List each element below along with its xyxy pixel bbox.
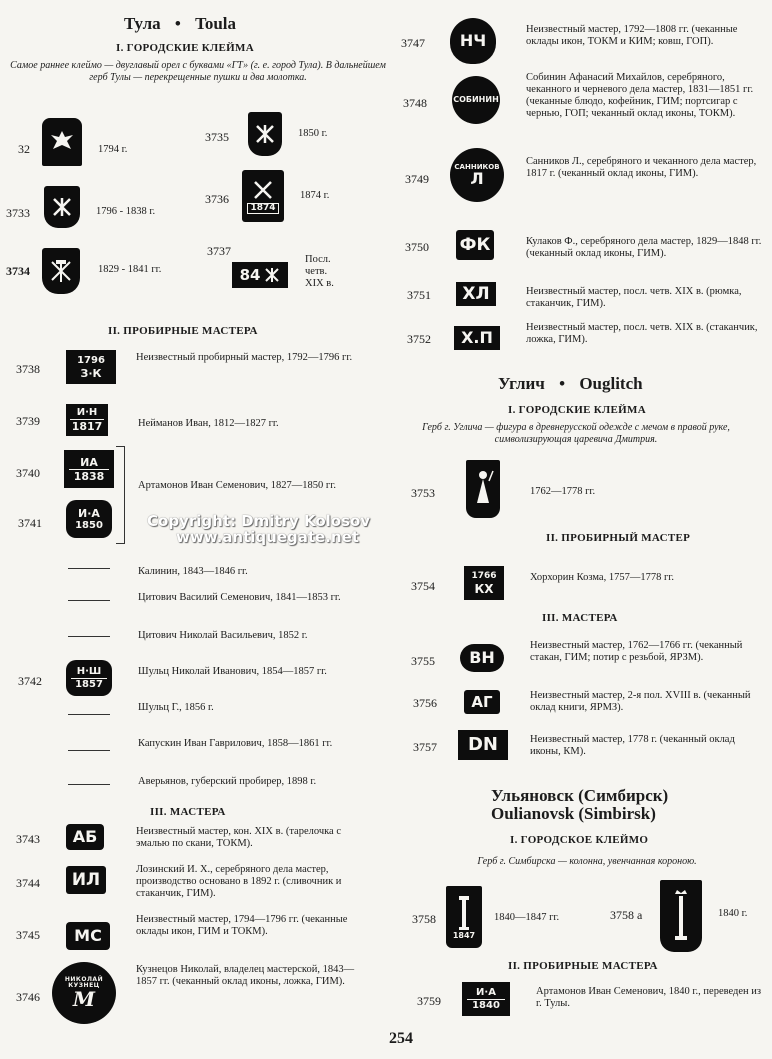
no-mark-dash [68, 600, 110, 601]
master-stamp [458, 730, 508, 760]
section-intro: Самое раннее клеймо — двуглавый орел с буквами «ГТ» (г. е. город Тула). В дальнейшем герб Тулы — перекрещенные пушки и два молотка. [10, 60, 386, 83]
stamp-line: Н·Ш [76, 665, 102, 677]
mark-description: Неизвестный мастер, посл. четв. XIX в. (рюмка, стаканчик, ГИМ). [526, 286, 742, 309]
section-city-marks: I. ГОРОДСКИЕ КЛЕЙМА [508, 404, 646, 416]
cannon-mark-icon [44, 186, 80, 228]
mark-number: 3756 [413, 696, 437, 710]
mark-description: Цитович Василий Семенович, 1841—1853 гг. [138, 592, 341, 603]
mark-number: 3750 [405, 240, 429, 254]
stamp-text: МС [74, 926, 102, 945]
mark-description: Артамонов Иван Семенович, 1840 г., переведен из г. Тулы. [536, 986, 762, 1009]
section-assay-masters: II. ПРОБИРНЫЕ МАСТЕРА [108, 325, 258, 337]
mark-number: 3754 [411, 579, 435, 593]
mark-description: Неизвестный мастер, 1778 г. (чеканный оклад иконы, КМ). [530, 734, 735, 757]
mark-description: Собинин Афанасий Михайлов, серебряного, чеканного и черневого дела мастер, 1831—1851 гг. (чеканные блюдо, кофейник, ГИМ; портсигар с чернью, ГОП; чеканный оклад иконы, ТОКМ). [526, 72, 754, 119]
mark-number: 3741 [18, 516, 42, 530]
cannon-mark-icon [248, 112, 282, 156]
copyright-url-watermark: www.antiquegate.net [176, 528, 359, 546]
mark-description: Лозинский И. Х., серебряного дела мастер, производство основано в 1892 г. (сливочник и стаканчик, ГИМ). [136, 864, 342, 899]
mark-year: 1796 - 1838 г. [96, 206, 156, 217]
section-city-mark: I. ГОРОДСКОЕ КЛЕЙМО [510, 834, 649, 846]
mark-year: 1850 г. [298, 128, 328, 139]
mark-number: 3747 [401, 36, 425, 50]
title-separator: • [559, 374, 566, 393]
section-masters: III. МАСТЕРА [150, 806, 226, 818]
mark-description: Нейманов Иван, 1812—1827 гг. [138, 418, 279, 429]
mark-description: Шульц Г., 1856 г. [138, 702, 214, 713]
mark-year: 1829 - 1841 гг. [98, 264, 162, 275]
stamp-line: 1796 [77, 354, 105, 366]
stamp-text: НИКОЛАЙ КУЗНЕЦ [64, 976, 104, 989]
crossed-cannons-mark-icon [42, 248, 80, 294]
stamp-line: 1838 [73, 469, 105, 483]
round-master-stamp [450, 148, 504, 202]
mark-number: 3744 [16, 876, 40, 890]
mark-description: Неизвестный мастер, 1762—1766 гг. (чеканный стакан, ГИМ; потир с резьбой, ЯРЗМ). [530, 640, 743, 663]
stamp-text: ФК [459, 234, 491, 255]
mark-number: 3748 [403, 96, 427, 110]
stamp-text: 84 [239, 265, 261, 284]
column-mark-icon [446, 886, 482, 948]
mark-description: Неизвестный мастер, 1792—1808 гг. (чеканные оклады икон, ТОКМ и КИМ; ковш, ГОП). [526, 24, 738, 47]
mark-number: 3749 [405, 172, 429, 186]
stamp-text: DN [467, 734, 498, 755]
group-bracket [116, 446, 125, 544]
title-separator: • [174, 14, 181, 33]
city-title-tula [124, 14, 236, 34]
title-ru: Тула [124, 14, 161, 33]
mark-number: 3735 [205, 130, 229, 144]
no-mark-dash [68, 636, 110, 637]
mark-number: 3751 [407, 288, 431, 302]
page-number: 254 [389, 1030, 413, 1047]
mark-description: Цитович Николай Васильевич, 1852 г. [138, 630, 308, 641]
oval-master-stamp [460, 644, 504, 672]
master-stamp [464, 690, 500, 714]
mark-number: 3758 а [610, 908, 643, 922]
mark-description: Артамонов Иван Семенович, 1827—1850 гг. [138, 480, 336, 491]
mark-number: 3740 [16, 466, 40, 480]
mark-year: 1762—1778 гг. [530, 486, 596, 497]
numeral-mark-icon [232, 262, 288, 288]
mark-description: Неизвестный пробирный мастер, 1792—1796 гг. [136, 352, 353, 363]
mark-description: Кулаков Ф., серебряного дела мастер, 1829—1848 гг. (чеканный оклад иконы, ГИМ). [526, 236, 762, 259]
stamp-monogram: М [72, 987, 96, 1011]
arms-mark-icon [242, 170, 284, 222]
column-mark-icon [660, 880, 702, 952]
master-stamp [66, 824, 104, 850]
no-mark-dash [68, 784, 110, 785]
mark-number: 3733 [6, 206, 30, 220]
section-masters: III. МАСТЕРА [542, 612, 618, 624]
mark-number: 3736 [205, 192, 229, 206]
mark-description: Неизвестный мастер, 1794—1796 гг. (чеканные оклады икон, ГИМ и ТОКМ). [136, 914, 348, 937]
city-title-uglich [498, 374, 643, 394]
stamp-text: НЧ [459, 31, 487, 50]
mark-description: Калинин, 1843—1846 гг. [138, 566, 248, 577]
no-mark-dash [68, 568, 110, 569]
section-assay-master: II. ПРОБИРНЫЙ МАСТЕР [546, 532, 691, 544]
section-city-marks: I. ГОРОДСКИЕ КЛЕЙМА [116, 42, 254, 54]
stamp-text: ИЛ [71, 869, 101, 890]
assay-stamp [66, 660, 112, 696]
stamp-text: Х.П [461, 328, 493, 347]
section-intro: Герб г. Симбирска — колонна, увенчанная короною. [477, 856, 697, 867]
no-mark-dash [68, 714, 110, 715]
mark-description: Неизвестный мастер, кон. XIX в. (тарелочка с эмалью по скани, ТОКМ). [136, 826, 341, 849]
mark-description: Шульц Николай Иванович, 1854—1857 гг. [138, 666, 327, 677]
stamp-text: САННИКОВ [454, 162, 500, 171]
section-intro: Герб г. Углича — фигура в древнерусской одежде с мечом в правой руке, символизирующая царевича Дмитрия. [422, 422, 730, 445]
stamp-text: АБ [72, 827, 98, 846]
stamp-line: И·А [78, 506, 100, 520]
mark-year: Посл. четв. XIX в. [305, 254, 334, 289]
section-assay-masters: II. ПРОБИРНЫЕ МАСТЕРА [508, 960, 658, 972]
mark-year: 1840 г. [718, 908, 748, 919]
stamp-line: 1857 [75, 678, 103, 690]
mark-description: Неизвестный мастер, посл. четв. XIX в. (стаканчик, ложка, ГИМ). [526, 322, 758, 345]
mark-description: Капускин Иван Гаврилович, 1858—1861 гг. [138, 738, 333, 749]
stamp-line: 1766 [471, 570, 497, 581]
mark-description: Неизвестный мастер, 2-я пол. XVIII в. (чеканный оклад книги, ЯРМЗ). [530, 690, 751, 713]
stamp-line: З·К [80, 366, 102, 380]
mark-description: Санников Л., серебряного и чеканного дела мастер, 1817 г. (чеканный оклад иконы, ГИМ). [526, 156, 757, 179]
city-title-ulyanovsk-en: Oulianovsk (Simbirsk) [491, 804, 656, 823]
stamp-text: ВН [469, 648, 495, 667]
tsarevich-mark-icon [466, 460, 500, 518]
master-stamp [66, 922, 110, 950]
stamp-text: СОБИНИН [453, 95, 499, 104]
round-master-stamp [52, 962, 116, 1024]
assay-stamp [66, 500, 112, 538]
master-stamp [456, 230, 494, 260]
mark-number: 32 [18, 142, 30, 156]
mark-number: 3752 [407, 332, 431, 346]
mark-description: Кузнецов Николай, владелец мастерской, 1843—1857 гг. (чеканный оклад иконы, ложка, ГИМ). [136, 964, 355, 987]
assay-stamp [64, 450, 114, 488]
stamp-text: ХЛ [462, 283, 490, 304]
assay-stamp [464, 566, 504, 600]
assay-stamp [66, 350, 116, 384]
mark-number: 3753 [411, 486, 435, 500]
master-stamp [456, 282, 496, 306]
no-mark-dash [68, 750, 110, 751]
stamp-line: 1840 [472, 999, 500, 1011]
mark-description: Аверьянов, губерский пробирер, 1898 г. [138, 776, 317, 787]
stamp-line: И·Н [76, 407, 98, 418]
stamp-monogram: Л [470, 168, 484, 188]
stamp-line: 1817 [71, 420, 103, 433]
mark-description: Хорхорин Козма, 1757—1778 гг. [530, 572, 675, 583]
mark-year: 1874 г. [300, 190, 330, 201]
mark-number: 3739 [16, 414, 40, 428]
mark-number: 3734 [6, 264, 30, 278]
mark-number: 3738 [16, 362, 40, 376]
city-title-ulyanovsk: Ульяновск (Симбирск) [491, 786, 669, 805]
stamp-line: ИА [80, 455, 98, 469]
title-en: Ouglitch [579, 374, 643, 393]
mark-number: 3737 [207, 244, 231, 258]
round-master-stamp [452, 76, 500, 124]
mark-number: 3758 [412, 912, 436, 926]
mark-number: 3759 [417, 994, 441, 1008]
assay-stamp [462, 982, 510, 1016]
stamp-text: 1874 [247, 203, 278, 214]
stamp-line: КХ [474, 581, 494, 596]
stamp-line: И·А [476, 986, 496, 998]
assay-stamp [66, 404, 108, 436]
mark-number: 3757 [413, 740, 437, 754]
mark-year: 1794 г. [98, 144, 128, 155]
mark-number: 3755 [411, 654, 435, 668]
copyright-watermark: Copyright: Dmitry Kolosov [147, 512, 371, 530]
mark-number: 3746 [16, 990, 40, 1004]
master-stamp [454, 326, 500, 350]
master-stamp [66, 866, 106, 894]
heart-master-stamp [450, 18, 496, 64]
stamp-text: АГ [471, 692, 493, 711]
title-ru: Углич [498, 374, 545, 393]
mark-year: 1840—1847 гг. [494, 912, 560, 923]
title-en: Toula [195, 14, 237, 33]
stamp-text: 1847 [452, 931, 476, 940]
mark-number: 3745 [16, 928, 40, 942]
eagle-mark-icon [42, 118, 82, 166]
mark-number: 3743 [16, 832, 40, 846]
stamp-line: 1850 [75, 519, 103, 531]
mark-number: 3742 [18, 674, 42, 688]
